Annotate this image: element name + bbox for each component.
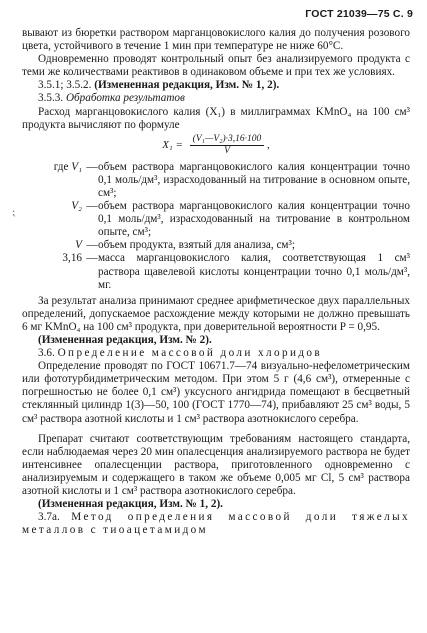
definition-symbol: V [75,239,82,252]
result-paragraph-text: За результат анализа принимают среднее арифметическое двух параллельных определений, допускаемое расхождение между которыми не должно превышать 6 мг KMnO₄ на 100 см³ продукта, [22,294,410,333]
section-36-number: 3.6. [38,347,55,360]
definition-key [22,161,86,174]
formula-block [22,134,410,157]
definitions-list [22,161,410,292]
section-37a-heading [22,511,410,537]
chloride-paragraph: Определение проводят по ГОСТ 10671.7—74 визуально-нефелометрическим или фототурбидиметрическим методом. При этом 5 г (4,6 см³), отмеренные с погрешностью не более 0,1 см³) уксусного ангидрида помещают в бесцветный стеклянный цилиндр 1(3)—50, 100 (ГОСТ 1770—74), прибавляют 25 см³ воды, 5 см³ раствора азотной кислоты и 1 см³ раствора азотнокислого серебра. [22,360,410,425]
intro-paragraph: вывают из бюретки раствором марганцовокислого калия до получения розового цвета, устойчивого в течение 1 мин при температуре не ниже 60°С. [22,27,410,53]
definition-symbol: V₂ [71,200,82,213]
result-paragraph [22,295,410,334]
page-header: ГОСТ 21039—75 С. 9 [305,8,413,20]
definition-row [22,161,410,200]
section-36-heading [22,347,410,360]
section-351-line [22,79,410,92]
formula-intro: Расход марганцовокислого калия (X₁) в миллиграммах KMnO₄ на 100 см³ продукта вычисляют по формуле [22,105,410,131]
where-label: где [53,160,69,173]
amendment-note-1: (Измененная редакция, Изм. № 1, 2). [94,79,280,92]
page-content [22,27,410,537]
formula-denominator: V [224,145,230,156]
definition-text: объем раствора марганцовокислого калия концентрации точно 0,1 моль/дм³, израсходованный на титрование в основном опыте, см³; [98,160,410,199]
definition-row [22,200,410,239]
section-353-number: 3.5.3. [38,92,64,105]
paragraph-gap [22,426,410,433]
confidence-clause: при доверительной вероятности P = 0,95. [183,320,380,333]
definition-symbol: V₁ [71,160,82,173]
formula-lhs: X₁ = [162,138,183,151]
standard-paragraph: Препарат считают соответствующим требованиям настоящего стандарта, если наблюдаемая через 20 мин опалесценция анализируемого раствора не будет интенсивнее опалесценции раствора, приготовленного одновременно с анализируемым и содержащего в таком же объеме 0,005 мг Cl, 5 см³ раствора азотной кислоты и 1 см³ раствора азотнокислого серебра. [22,432,410,497]
formula-fraction [190,134,265,157]
control-paragraph: Одновременно проводят контрольный опыт без анализируемого продукта с теми же количествами реактивов в одинаковом объеме и при тех же условиях. [22,53,410,79]
amendment-note-2: (Измененная редакция, Изм. № 2). [38,333,212,346]
formula-numerator: (V₁—V₂)·3,16·100 [190,134,265,146]
section-37a-number: 3.7а. [38,511,60,524]
definition-text: объем продукта, взятый для анализа, см³; [98,239,295,252]
amendment-note-3: (Измененная редакция, Изм. № 1, 2). [38,498,223,511]
definition-symbol: 3,16 [62,252,82,265]
section-36-title: Определение массовой доли хлоридов [57,347,323,360]
margin-mark: ⁏ [12,207,16,218]
definition-row [22,252,410,291]
definition-dash: — [86,160,98,173]
definition-text: объем раствора марганцовокислого калия концентрации точно 0,1 моль/дм³, израсходованный на титрование в контрольном опыте, см³; [98,200,410,239]
section-353-title: Обработка результатов [65,92,185,105]
definition-text: масса марганцовокислого калия, соответствующая 1 см³ раствора щавелевой кислоты концентрации точно 0,1 моль/дм³, мг. [98,252,410,291]
section-37a-title: Метод определения массовой доли тяжелых металлов с тиоацетамидом [22,511,410,537]
definition-row [22,239,410,252]
definition-dash: — [86,252,98,265]
definition-dash: — [86,239,98,252]
section-351-number: 3.5.1; 3.5.2. [38,79,92,92]
section-353-heading [22,92,410,105]
definition-dash: — [86,200,98,213]
formula-tail: , [267,138,270,151]
